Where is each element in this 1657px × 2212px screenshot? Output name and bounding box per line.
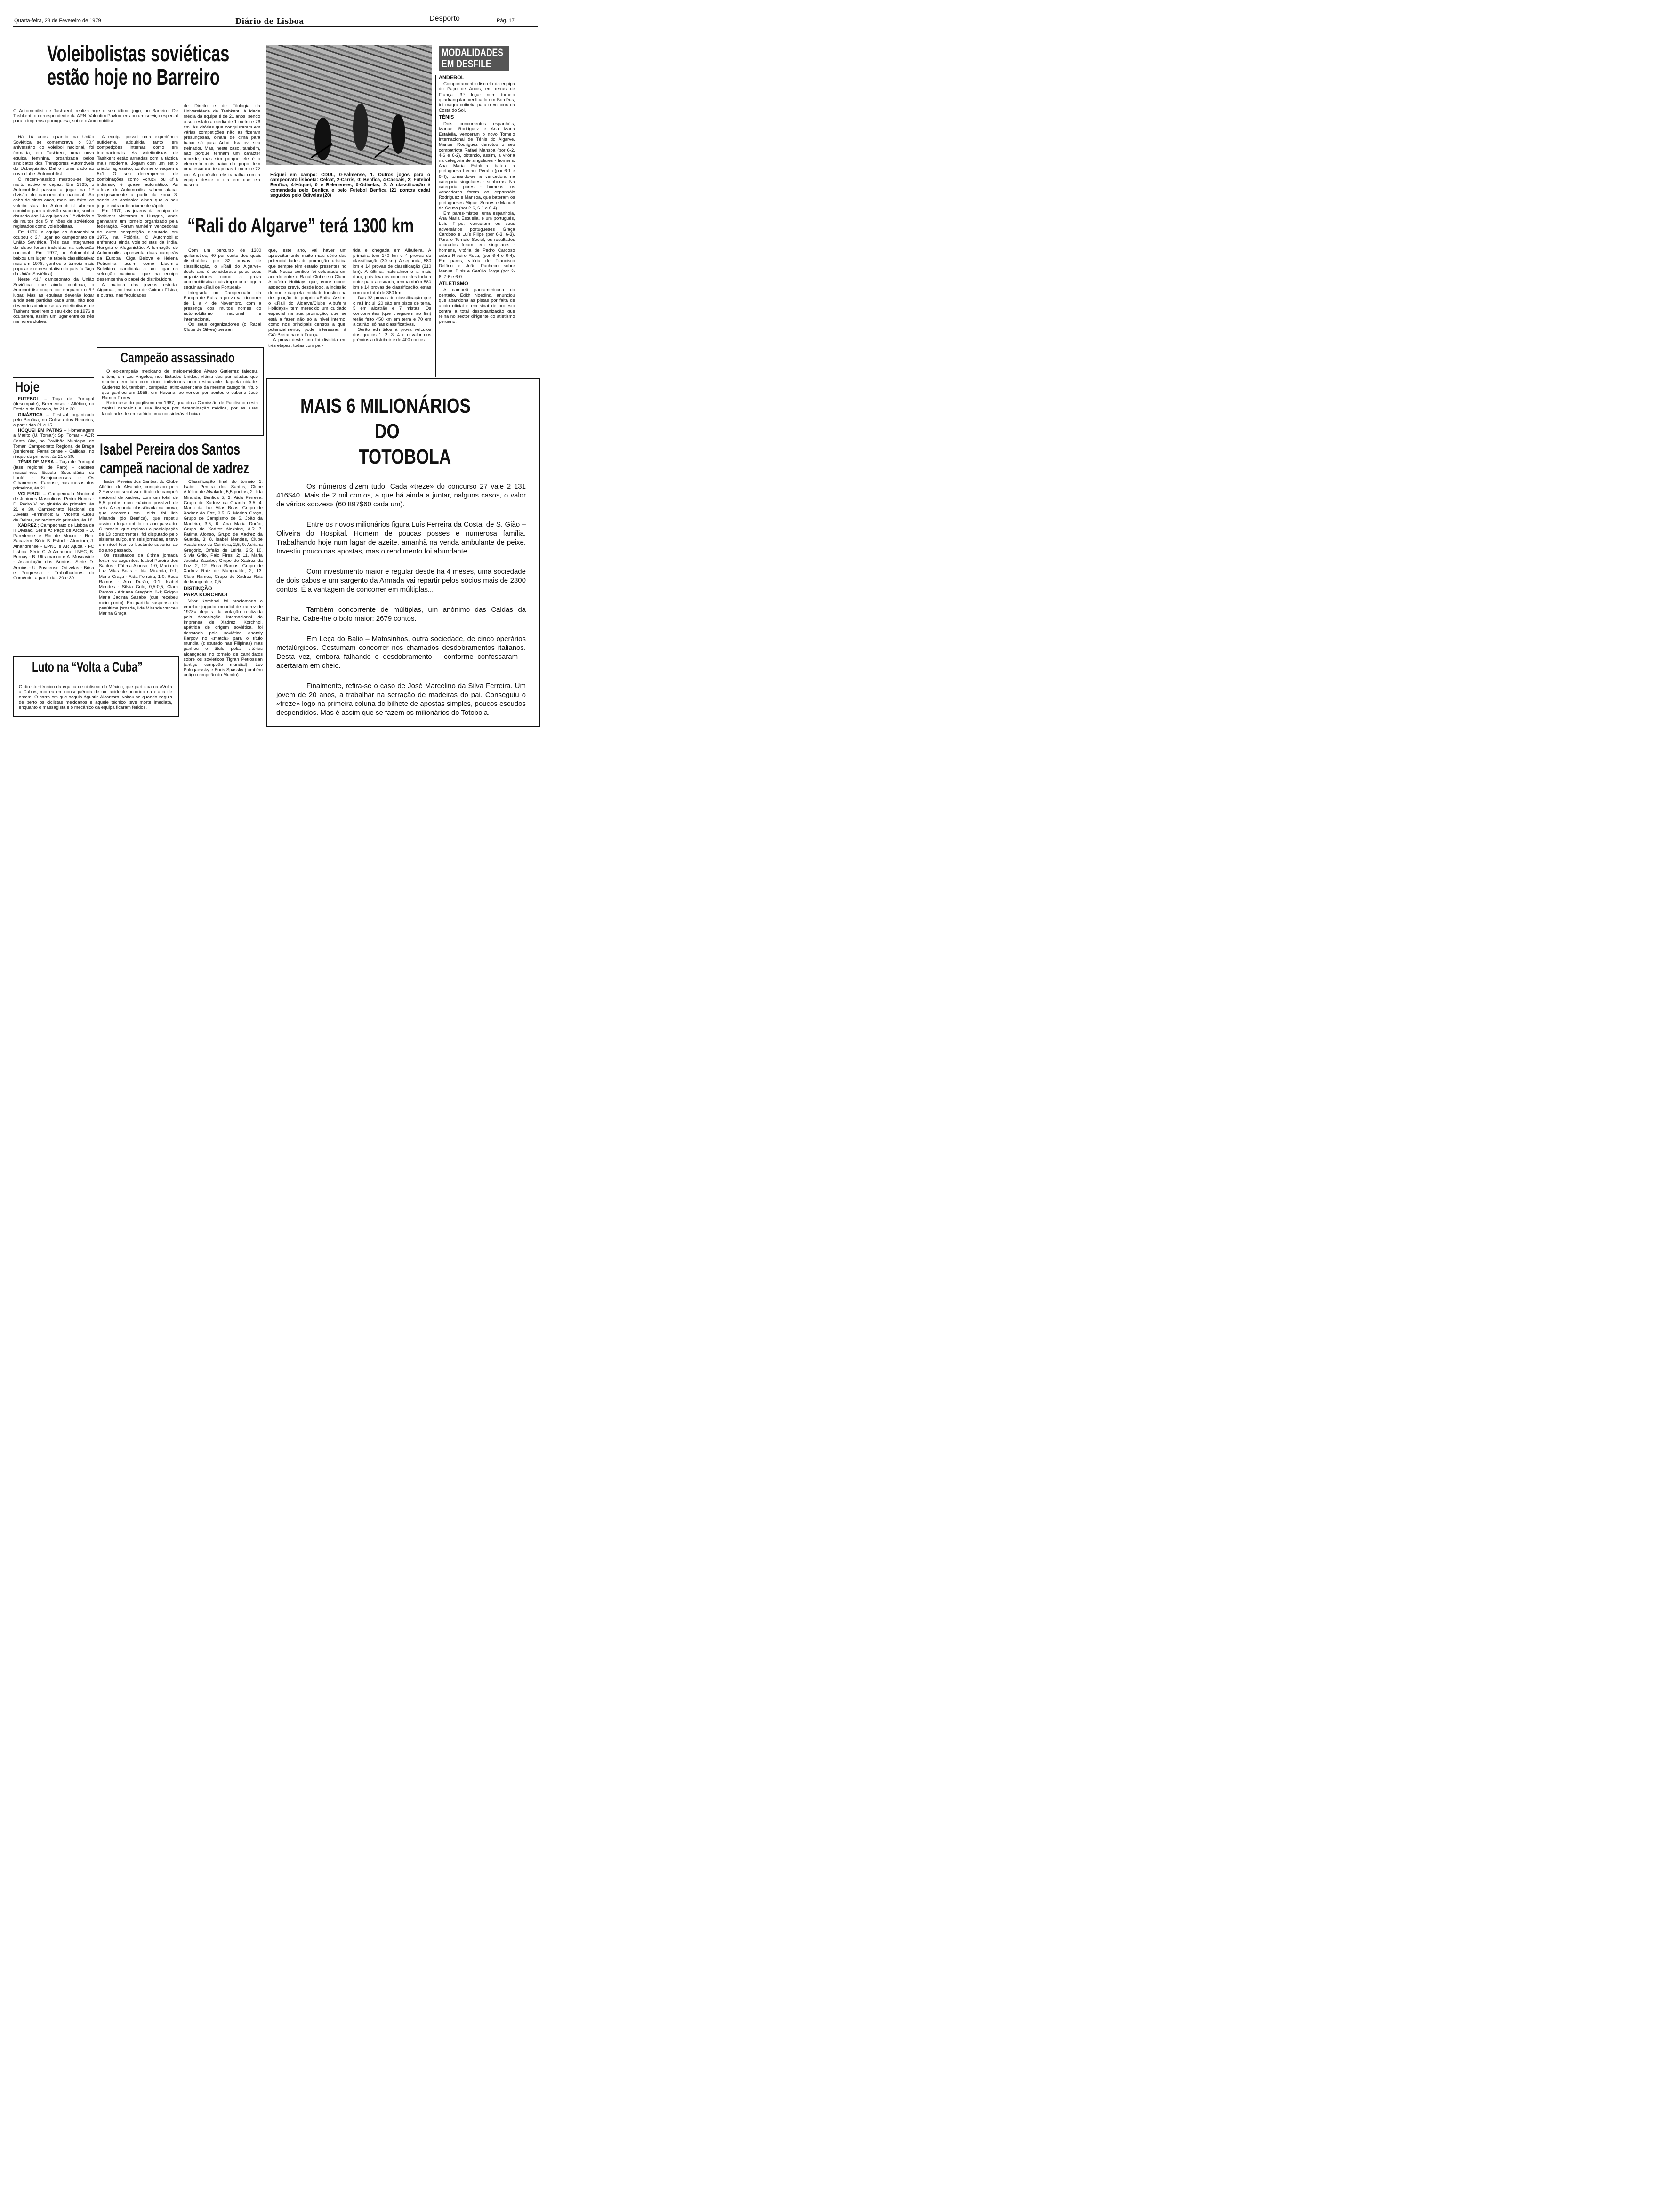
- rali-col2: [268, 248, 346, 348]
- masthead: Diário de Lisboa: [235, 17, 304, 25]
- hoje-item-text: – Campeonato Nacional de Juniores Masculinos: Pedro Nunes - D. Pedro V, no ginásio do primeiro, às 21 e 30. Campeonato Nacional de Juvenis Femininos: Gil Vicente -Liceu de Oeiras, no recinto do primeiro, às 18.: [13, 491, 94, 523]
- campeao-p: O ex-campeão mexicano de meios-médios Alvaro Gutierrez faleceu, ontem, em Los Angeles, nos Estados Unidos, vítima das punhaladas que recebeu em luta com cinco indivíduos num restaurante daquela cidade. Gutierrez foi, também, campeão latino-americano da mesma categoria, título que ganhou em 1958, em Havana, ao vencer por pontos o cubano José Ramon Flores.: [102, 369, 258, 401]
- hockey-players-image: [266, 45, 432, 165]
- totobola-p: Com investimento maior e regular desde há 4 meses, uma sociedade de dois cabos e um sargento da Armada vai repartir pelos sócios mais de 2300 contos. É a vantagem de concorrer em múltiplas...: [276, 568, 526, 593]
- hoje-item: [13, 523, 94, 581]
- isabel-p: Classificação final do torneio 1. Isabel Pereira dos Santos, Clube Atlético de Alvalade, 5,5 pontos; 2. Ilda Miranda, Benfica 5; 3. Aida Ferreira, Grupo de Xadrez da Guarda, 3,5; 4. Maria da Luz Vilas Boas, Grupo de Xadrez da Foz, 3,5; 5. Marina Graça, Grupo de Campismo de S. João da Madeira, 3,5; 6. Ana Maria Durão, Grupo de Xadrez Alekhine, 3,5; 7. Fatima Afonso, Grupo de Xadrez da Guarda, 3; 8. Isabel Mendes, Clube Académico de Coimbra, 2,5; 9. Adriana Gregório, Orfeão de Leiria, 2,5; 10. Silvia Grilo, Paio Pires, 2; 11. Maria Jacinta Sazabo, Grupo de Xadrez da Foz, 2; 12. Rosa Ramos, Grupo de Xadrez Raiz de Mangualde, 2; 13. Clara Ramos, Grupo de Xadrez Raiz de Mangualde, 0,5.: [184, 479, 263, 585]
- campeao-p: Retirou-se do pugilismo em 1967, quando a Comissão de Pugilismo desta capital cancelou a sua licença por determinação médica, por as suas faculdades terem sofrido uma considerável baixa.: [102, 401, 258, 417]
- volei-p: de Direito e de Filologia da Universidade de Tashkent. A idade média da equipa é de 21 anos, sendo a sua estatura média de 1 metro e 76 cm. As vitórias que conquistaram em várias competições não as fizeram presunçosas, olham de cima para baixo só para Adadi Israilov, seu treinador. Mas, neste caso, também, não porque tenham um caracter rebelde, mas sim porque ele é o elemento mais baixo do grupo: tem uma estatura de apenas 1 metro e 72 cm. A propósito, ele trabalha com a equipa desde o dia em que ela nasceu.: [184, 104, 260, 188]
- korchnoi-heading-1: DISTINÇÃO: [184, 586, 212, 592]
- photo-caption: Hóquei em campo: CDUL, 0-Palmense, 1. Outros jogos para o campeonato lisboeta: Celcat, 2-Carris, 0; Benfica, 4-Cascais, 2; Futebol Benfica, 4-Hóquei, 0 e Belenenses, 0-Odivelas, 2. A classificação é comandada pelo Benfica e pelo Futebol Benfica (21 pontos cada) seguidos pelo Odivelas (20): [270, 172, 430, 198]
- totobola-p: Entre os novos milionários figura Luís Ferreira da Costa, de S. Gião – Oliveira do Hospital. Homem de poucas posses e numerosa família. Trabalhando hoje num lagar de azeite, amanhã na venda ambulante de peixe. Investiu pouco nas apostas, mas o rendimento foi abundante.: [276, 521, 526, 555]
- header-rule: [13, 26, 538, 27]
- hoje-rule: [13, 377, 94, 378]
- volei-col1: [13, 135, 94, 324]
- column-rule: [435, 75, 436, 377]
- atletismo-text: A campeã pan-americana do pentatlo, Edith Noeding, anunciou que abandona as pistas por falta de apoio oficial e em sinal de protesto contra a total desorganização que reina no sector dirigente do atletismo peruano.: [439, 287, 515, 325]
- rali-p: tida e chegada em Albufeira. A primeira tem 140 km e 4 provas de classificação (30 km). A segunda, 580 km e 14 provas de classificação (210 km). A última, naturalmente a mais dura, pois leva os concorrentes toda a noite para a estrada, tem também 580 km e 14 provas de classificação, estas com um total de 380 km.: [353, 248, 431, 296]
- modalidades-title-2: EM DESFILE: [442, 58, 491, 70]
- andebol-text: Comportamento discreto da equipa do Paço de Arcos, em terras de França: 3.º lugar num torneio quadrangular, verificado em Bordéus, foi magra colheita para o «cinco» da Costa do Sol.: [439, 81, 515, 113]
- totobola-p: Também concorrente de múltiplas, um anónimo das Caldas da Rainha. Cabe-lhe o bolo maior: 2679 contos.: [276, 606, 526, 623]
- page-date: Quarta-feira, 28 de Fevereiro de 1979: [14, 18, 101, 24]
- totobola-title-3: TOTOBOLA: [359, 445, 451, 468]
- totobola-title-1: MAIS 6 MILIONÁRIOS: [300, 394, 471, 417]
- rali-p: Com um percurso de 1300 quilómetros, 40 por cento dos quais distribuídos por 32 provas de classificação, o «Rali do Algarve» deste ano é considerado pelos seus organizadores como a prova automobilística mais importante logo a seguir ao «Rali de Portugal».: [184, 248, 261, 290]
- volei-p: Em 1970, as jovens da equipa de Tashkent visitaram a Hungria, onde ganharam um torneio organizado pela federação. Foram também vencedoras de outra competição disputada em 1976, na Polónia. O Automobilist enfrentou ainda voleibolistas da Índia, Hungria e Afeganistão. A formação do Automobilist apresenta duas campeãs da Europa: Olga Belova e Helena Petrunina, assim como Liudmila Suleikina, candidata a um lugar na selecção nacional, que na equipa desempenha o papel de distribuidora.: [97, 208, 178, 282]
- hoje-list: [13, 396, 94, 581]
- page-number: Pág. 17: [497, 18, 515, 24]
- isabel-col2: [184, 479, 263, 678]
- tenis-heading: TÉNIS: [439, 114, 454, 120]
- luto-text: O director-técnico da equipa de ciclismo do México, que participa na «Volta a Cuba», morreu em consequência de um acidente ocorrido na etapa de ontem. O carro em que seguia Agustin Alcantara, voltou-se quando seguia de perto os ciclistas mexicanos e aquele técnico teve morte imediata, enquanto o massagista e o mecânico da equipa ficaram feridos.: [19, 684, 172, 711]
- isabel-title-1: Isabel Pereira dos Santos: [100, 441, 240, 458]
- rali-headline: “Rali do Algarve” terá 1300 km: [187, 214, 414, 237]
- rali-p: Os seus organizadores (o Racal Clube de Silves) pensam: [184, 321, 261, 333]
- rali-p: Integrada no Campeonato da Europa de Ralis, a prova vai decorrer de 1 a 4 de Novembro, com a presença dos muitos nomes do automobilismo nacional e internacional.: [184, 290, 261, 322]
- totobola-p: Os números dizem tudo: Cada «treze» do concurso 27 vale 2 131 416$40. Mais de 2 mil contos, a que há ainda a juntar, nalguns casos, o valor de vários «dozes» (60 897$60 cada um).: [276, 482, 526, 508]
- hoje-item: [13, 412, 94, 428]
- hoje-item-text: – Homenagem a Marito (U. Tomar): Sp. Tomar - ACR Santa Cita, no Pavilhão Municipal de Tomar. Campeonato Regional de Braga (seniores): Famalicense - Callidas, no rinque do primeiro, às 21 e 30.: [13, 428, 95, 460]
- andebol-heading: ANDEBOL: [439, 75, 465, 80]
- hoje-item-head: XADREZ: [18, 522, 37, 528]
- tenis-text: Em pares-mistos, uma espanhola, Ana Maria Estalella, e um português, Luís Filipe, venceram os seus adversários portugueses Graça Cardoso e Luís Filipe (por 6-3, 6-3). Para o Torneio Social, os resultados apurados foram, em singulares - homens, vitória de Pedro Cardoso sobre Ribeiro Rosa, (por 6-4 e 6-4). Em pares, vitória de Francisco Delfino e João Pacheco sobre Manuel Dinis e Getúlio Jorge (por 2-6, 7-6 e 6-0.: [439, 211, 515, 280]
- volei-p: Há 16 anos, quando na União Soviética se comemorava o 50.º aniversário do voleibol nacional, foi formada, em Tashkent, uma nova equipa feminina, organizada pelos sindicatos dos Transportes Automóveis do Uzbequistão. Daí o nome dado ao novo clube: Automobilist.: [13, 135, 94, 177]
- volei-p: A equipa possui uma experiência suficiente, adquirida tanto em competições internas como em internacionais. As voleibolistas de Tashkent estão armadas com a táctica mais moderna. Jogam com um estilo criador agressivo, conforme o esquema 5x1. O seu desempenho, de combinações como «cruz» ou «fila indiana», é quase automático. As atletas do Automobilist sabem atacar perigosamente a partir da zona 3. sendo de assinalar ainda que o seu jogo é extraordinariamente rápido.: [97, 135, 178, 208]
- isabel-col1: [99, 479, 178, 616]
- isabel-title-2: campeã nacional de xadrez: [100, 459, 249, 477]
- hoje-item-text: – Festival organizado pelo Benfica, no Coliseu dos Recreios, a partir das 21 e 15.: [13, 412, 94, 428]
- hoje-item-head: TÉNIS DE MESA: [18, 459, 54, 465]
- modalidades-logo: [439, 46, 509, 71]
- hoje-item: [13, 428, 94, 459]
- volei-col2: [97, 135, 178, 298]
- volei-col3: [184, 104, 260, 188]
- isabel-p: Os resultados da última jornada foram os seguintes: Isabel Pereira dos Santos - Fátima Afonso, 1-0; Maria da Luz Vilas Boas - Ilda Miranda, 0-1; Maria Graça - Aida Ferreira, 1-0; Rosa Ramos - Ana Durão, 0-1; Isabel Mendes - Sílvia Grilo, 0,5-0,5; Clara Ramos - Adriana Gregório, 0-1; Folgou Maria Jacinta Sazabo (que recebeu meio ponto). Em partida suspensa da penúltima jornada, Ilda Miranda venceu Marina Graça.: [99, 553, 178, 617]
- hockey-photo: [266, 45, 432, 165]
- hoje-item-head: GINÁSTICA: [18, 412, 43, 417]
- totobola-p: Finalmente, refira-se o caso de José Marcelino da Silva Ferreira. Um jovem de 20 anos, a trabalhar na serração de madeiras do pai. Conseguiu o «treze» logo na primeira coluna do bilhete de apostas simples, poucos escudos despendidos. Mas é assim que se fazem os milionários do Totobola.: [276, 682, 526, 717]
- hoje-item-text: ; Campeonato de Lisboa da II Divisão. Série A: Paço de Arcos - U. Paredense e Rio de Mouro - Rec. Sacavém. Série B: Estoril - Atomium, J. Alhandrense - EPNC e AR Ajuda - FC Lisboa. Série C: A Amadora- LNEC, B. Burnay - B. Ultramarino e A. Moscavide - Associação dos Surdos. Série D: Arroios - U. Povoense, Odivelas - Brisa e Progresso - Trabalhadores do Comércio, a partir das 20 e 30.: [13, 522, 94, 581]
- rali-p: que, este ano, vai haver um aproveitamento muito mais sério das potencialidades de promoção turística que sempre têm estado presentes no Rali. Nesse sentido foi celebrado um acordo entre o Racal Clube e o Clube Albufeira Holidays que, entre outros aspectos prevê, desde logo, a inclusão do nome daquela entidade turística na designação do próprio «Rali». Assim, o «Rali do Algarve/Clube Albufeira Holidays» tem merecido um cuidado especial na sua promoção, que se está a fazer não só a nível interno, como nos principais centros a que, potencialmente, pode interessar: à Grã-Bretanha e à França.: [268, 248, 346, 338]
- atletismo-heading: ATLETISMO: [439, 281, 468, 287]
- rali-p: Das 32 provas de classificação que o rali inclui, 20 são em pisos de terra, 5 em alcatrão e 7 mistas. Os concorrentes (que chegarem ao fim) terão feito 450 km em terra e 70 em alcatrão, só nas classificativas.: [353, 295, 431, 327]
- modalidades-column: [439, 73, 515, 324]
- rali-p: A prova deste ano foi dividida em três etapas, todas com par-: [268, 337, 346, 348]
- hoje-item: [13, 459, 94, 491]
- korchnoi-heading-2: PARA KORCHNOI: [184, 592, 227, 598]
- volei-p: O recem-nascido mostrou-se logo muito activo e capaz. Em 1965, o Automobilist passou a jogar na 1.ª divisão do campeonato nacional. Ao cabo de cinco anos, mais um êxito: as voleibolistas do Automobilist abriram caminho para a divisão superior, sonho dourado das 14 equipas da 1.ª divisão e de muitos dos 5 milhões de soviéticos registados como voleibolistas.: [13, 176, 94, 230]
- tenis-text: Dois concorrentes espanhóis, Manuel Rodriguez e Ana Maria Estalella, venceram o novo Torneio Internacional de Ténis do Algarve. Manuel Rodriguez derrotou o seu compatriota Rafael Mansoa (por 6-2, 4-6 e 6-2), obtendo, assim, a vitória na categoria de singulares - homens. Ana Maria Estalella bateu a portuguesa Leonor Peralta (por 6-1 e 6-4), tornando-se a vencedora na categoria singulares - senhoras. Na categoria pares - homens, os vencedores foram os espanhóis Rodriguez e Mansoa, que bateram os portugueses Miguel Soares e Manuel de Sousa (por 2-6, 6-1 e 6-4).: [439, 121, 515, 211]
- section-name: Desporto: [429, 15, 460, 23]
- hoje-item: [13, 491, 94, 523]
- hoje-item: [13, 396, 94, 412]
- volei-headline: [14, 42, 259, 94]
- volei-lead: O Automobilist de Tashkent, realiza hoje o seu último jogo, no Barreiro. De Tashkent, o correspondente da APN, Valentim Pavlov, enviou um serviço especial para a imprensa portuguesa, sobre o Automobilist.: [13, 108, 178, 124]
- volei-title-1: Voleibolistas soviéticas: [47, 41, 230, 66]
- rali-p: Serão admitidos à prova veículos dos grupos 1, 2, 3, 4 e o valor dos prémios a distribuir é de 400 contos.: [353, 327, 431, 343]
- totobola-p: Em Leça do Balio – Matosinhos, outra sociedade, de cinco operários metalúrgicos. Costumam concorrer nos chamados desdobramentos italianos. Desta vez, embora falhando o desdobramento – conforme confessaram – acertaram em cheio.: [276, 635, 526, 670]
- isabel-p: Isabel Pereira dos Santos, do Clube Atlético de Alvalade, conquistou pela 2.ª vez consecutiva o título de campeã nacional de xadrez, com um total de 5,5 pontos num máximo possível de seis. A segunda classificada na prova, que decorreu em Leiria, foi Ilda Miranda (do Benfica), que repetiu assim o lugar obtido no ano passado. O torneio, que registou a participação de 13 concorrentes, foi disputado pelo sistema suíço, em seis jornadas, e teve um nível técnico bastante superior ao do ano passado.: [99, 479, 178, 553]
- volei-p: Neste 41.º campeonato da União Soviética, que ainda continua, o Automobilist ocupa por enquanto o 5.º lugar. Mas as equipas deverão jogar ainda sete partidas cada uma, não nos devendo admirar se as voleibolistas de Tashent repetirem o seu êxito de 1976 e ocuparem, assim, um lugar entre os três melhores clubes.: [13, 277, 94, 325]
- campeao-text: [102, 369, 258, 417]
- rali-col1: [184, 248, 261, 332]
- rali-col3: [353, 248, 431, 343]
- hoje-item-text: – Taça de Portugal (desempate); Belenenses - Atlético, no Estádio do Restelo, às 21 e 30.: [13, 396, 94, 412]
- modalidades-title-1: MODALIDADES: [442, 47, 504, 58]
- volei-p: A maioria das jovens estuda. Algumas, no Instituto de Cultura Física, e outras, nas faculdades: [97, 282, 178, 298]
- hoje-title: Hoje: [15, 379, 40, 395]
- hoje-item-head: HÓQUEI EM PATINS: [18, 428, 62, 433]
- campeao-title: Campeão assassinado: [121, 350, 235, 366]
- korchnoi-text: Vitor Korchnoi foi proclamado o «melhor jogador mundial de xadrez de 1978» depois da votação realizada pela Associação Internacional da Imprensa de Xadrez. Korchnoi, apátrida de origem soviética, foi derrotado pelo soviético Anatoly Karpov no «match» para o título mundial (disputado nas Filipinas) mas ganhou o título pelas vitórias alcançadas no torneio de candidatos sobre os soviéticos Tigran Petrossian (antigo campeão mundial), Lev Polugaevsky e Boris Spassky (também antigo campeão do Mundo).: [184, 599, 263, 678]
- volei-p: Em 1976, a equipa do Automobilist ocupou o 3.º lugar no campeonato da União Soviética. Três das integrantes do clube foram incluídas na selecção nacional. Em 1977, o Automobilist baixou um lugar na tabela classificativa: mas em 1978, ganhou o torneio mais popular e representativo do país (a Taça da União Soviética).: [13, 229, 94, 277]
- volei-title-2: estão hoje no Barreiro: [47, 65, 220, 90]
- totobola-title-2: DO: [375, 420, 400, 443]
- totobola-text: [276, 482, 526, 717]
- hoje-item-head: FUTEBOL: [18, 396, 40, 401]
- hoje-item-head: VOLEIBOL: [18, 491, 41, 497]
- hoje-item-text: – Taça de Portugal (fase regional de Faro) – cadetes masculinos: Escola Secundária de Loulé - Bomjoanenses e Os Olhanenses -Farense, nas mesas dos primeiros, às 21.: [13, 459, 94, 491]
- luto-title: Luto na “Volta a Cuba”: [32, 659, 143, 675]
